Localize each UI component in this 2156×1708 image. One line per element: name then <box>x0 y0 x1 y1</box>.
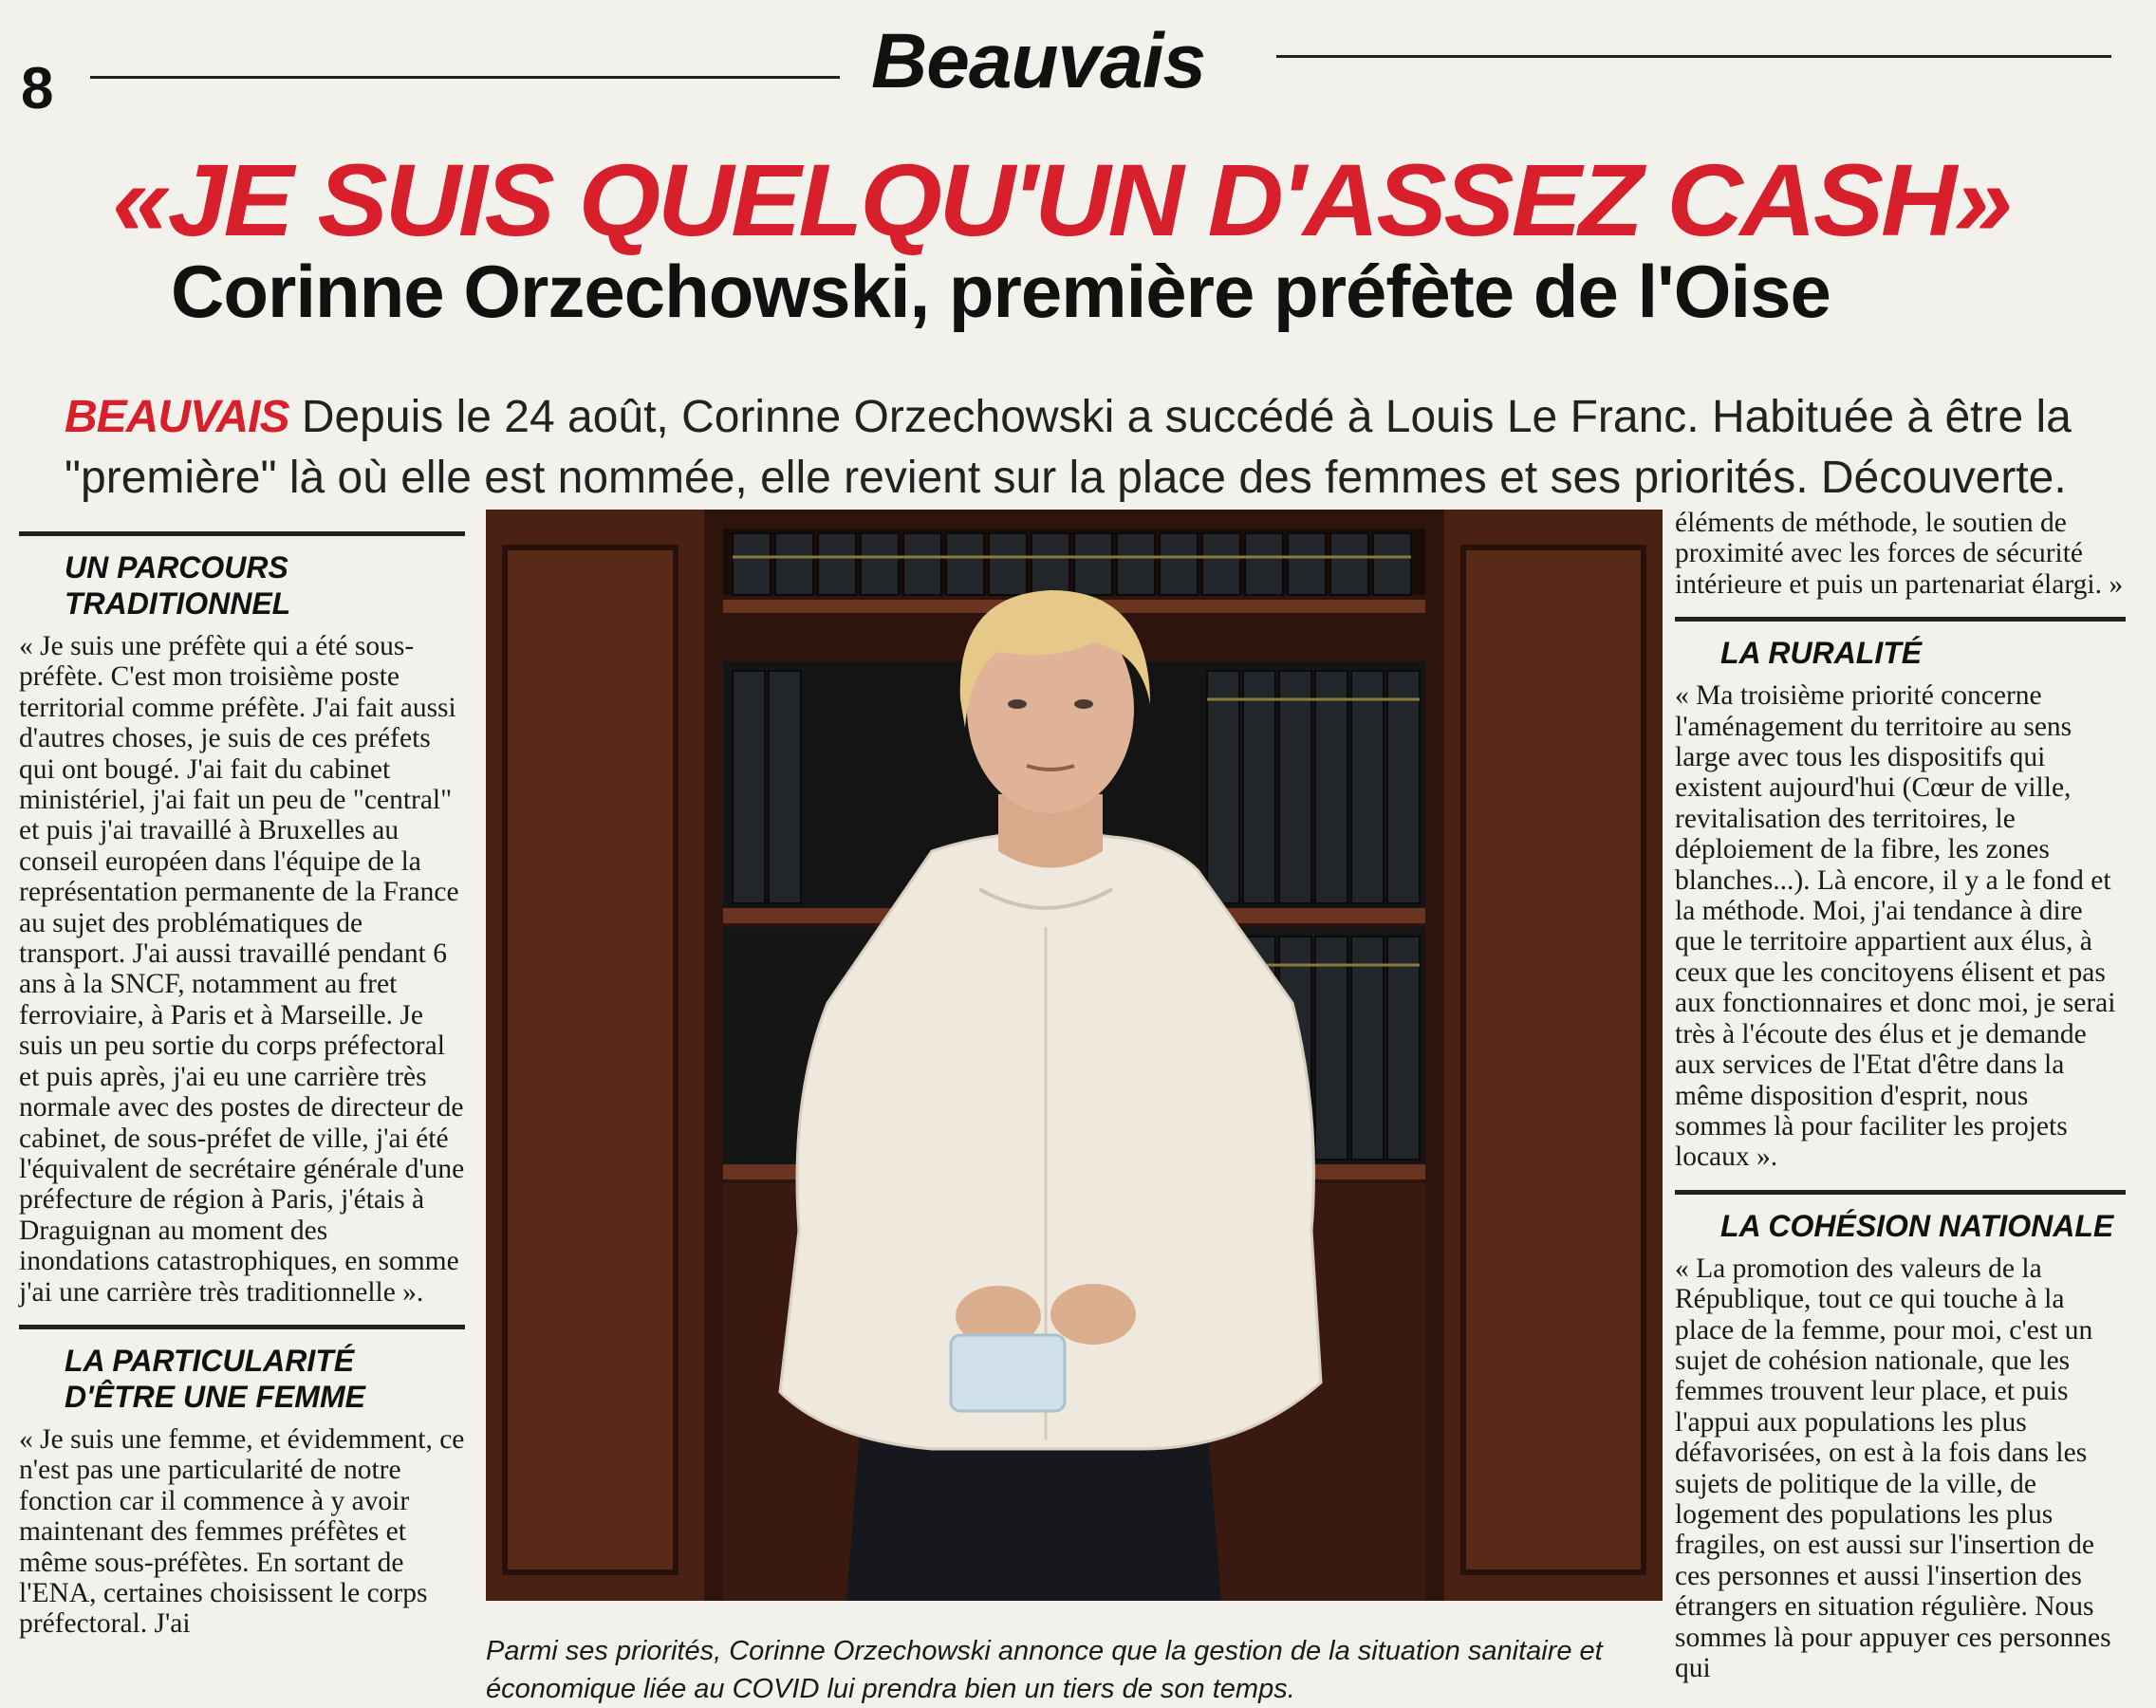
crosshead-title: LA PARTICULARITÉ D'ÊTRE UNE FEMME <box>65 1343 365 1414</box>
body-paragraph: « Je suis une préfète qui a été sous-préfète. C'est mon troisième poste territorial comme préfète. J'ai fait aussi d'autres choses, je suis de ces préfets qui ont bougé. J'ai fait du cabinet ministériel, j'ai fait un peu de "central" et puis j'ai travaillé à Bruxelles au conseil européen dans l'équipe de la représentation permanente de la France au sujet des problématiques de transport. J'ai aussi travaillé pendant 6 ans à la SNCF, notamment au fret ferroviaire, à Paris et à Marseille. Je suis un peu sortie du corps préfectoral et puis après, j'ai eu une carrière très normale avec des postes de directeur de cabinet, de sous-préfet de ville, j'ai été l'équivalent de secrétaire générale d'une préfecture de région à Paris, j'étais à Draguignan au moment des inondations catastrophiques, en somme j'ai une carrière très traditionnelle ». <box>19 631 465 1308</box>
crosshead-title: LA COHÉSION NATIONALE <box>1720 1208 2114 1243</box>
crosshead <box>19 531 465 622</box>
crosshead <box>19 1325 465 1415</box>
lede <box>65 387 2095 509</box>
kicker: BEAUVAIS <box>65 392 289 442</box>
article-photo <box>486 510 1663 1601</box>
masthead-rule-right <box>1276 55 2111 58</box>
portrait-photo <box>486 510 1663 1601</box>
crosshead <box>1675 1190 2126 1244</box>
left-column <box>19 531 465 1657</box>
page-number: 8 <box>21 56 54 121</box>
body-paragraph: « Je suis une femme, et évidemment, ce n'est pas une particularité de notre fonction car il commence à y avoir maintenant des femmes préfètes et même sous-préfètes. En sortant de l'ENA, certaines choisissent le corps préfectoral. J'ai <box>19 1423 465 1640</box>
subheadline: Corinne Orzechowski, première préfète de l'Oise <box>171 250 1831 333</box>
masthead-rule-left <box>90 76 840 79</box>
crosshead-title: UN PARCOURS TRADITIONNEL <box>65 550 291 621</box>
headline: «JE SUIS QUELQU'UN D'ASSEZ CASH» <box>112 142 2011 257</box>
right-column <box>1675 508 2126 1700</box>
crosshead-title: LA RURALITÉ <box>1720 636 1923 671</box>
lede-text: Depuis le 24 août, Corinne Orzechowski a succédé à Louis Le Franc. Habituée à être la "première" là où elle est nommée, elle revient sur la place des femmes et ses priorités. Découverte. <box>65 392 2072 503</box>
crosshead <box>1675 617 2126 671</box>
body-paragraph: éléments de méthode, le soutien de proximité avec les forces de sécurité intérieure et puis un partenariat élargi. » <box>1675 508 2124 600</box>
photo-caption: Parmi ses priorités, Corinne Orzechowski annonce que la gestion de la situation sanitaire et économique liée au COVID lui prendra bien un tiers de son temps. <box>486 1636 1603 1704</box>
body-paragraph: « La promotion des valeurs de la République, tout ce qui touche à la place de la femme, pour moi, c'est un sujet de cohésion nationale, que les femmes trouvent leur place, et puis l'appui aux populations les plus défavorisées, on est à la fois dans les sujets de politique de la ville, de logement des populations les plus fragiles, on est aussi sur l'insertion de ces personnes et aussi l'insertion des étrangers en situation régulière. Nous sommes là pour appuyer ces personnes qui <box>1675 1253 2111 1683</box>
section-name: Beauvais <box>871 18 1206 104</box>
body-paragraph: « Ma troisième priorité concerne l'aménagement du territoire au sens large avec tous les dispositifs qui existent aujourd'hui (Cœur de ville, revitalisation des territoires, le déploiement de la fibre, les zones blanches...). Là encore, il y a le fond et la méthode. Moi, j'ai tendance à dire que le territoire appartient aux élus, à ceux que les concitoyens élisent et pas aux fonctionnaires et donc moi, je serai très à l'écoute des élus et je demande aux services de l'Etat d'être dans la même disposition d'esprit, nous sommes là pour faciliter les projets locaux ». <box>1675 680 2116 1173</box>
